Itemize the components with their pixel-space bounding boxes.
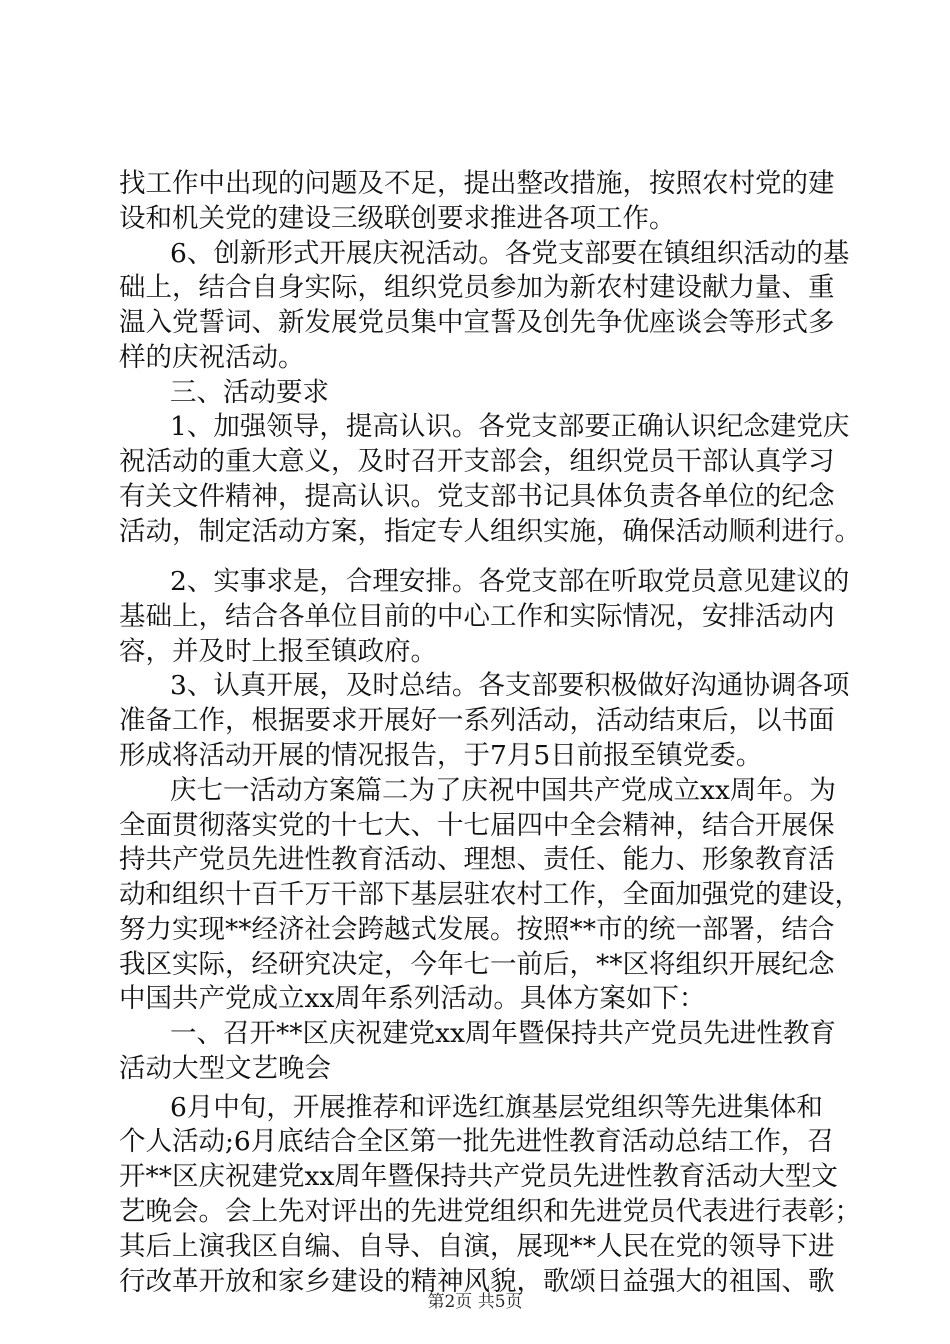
text-line: 活动，制定活动方案，指定专人组织实施，确保活动顺利进行。 (119, 516, 861, 547)
text-line: 3、认真开展，及时总结。各支部要积极做好沟通协调各项 (170, 670, 850, 701)
text-line: 6、创新形式开展庆祝活动。各党支部要在镇组织活动的基 (170, 238, 850, 269)
text-line: 其后上演我区自编、自导、自演，展现**人民在党的领导下进 (119, 1231, 835, 1262)
section-heading: 一、召开**区庆祝建党xx周年暨保持共产党员先进性教育 (170, 1018, 836, 1049)
text-line: 中国共产党成立xx周年系列活动。具体方案如下： (119, 983, 706, 1014)
text-line: 庆七一活动方案篇二为了庆祝中国共产党成立xx周年。为 (170, 775, 836, 806)
text-line: 础上，结合自身实际，组织党员参加为新农村建设献力量、重 (119, 272, 835, 303)
text-line: 努力实现**经济社会跨越式发展。按照**市的统一部署，结合 (119, 914, 835, 945)
text-line: 全面贯彻落实党的十七大、十七届四中全会精神，结合开展保 (119, 810, 835, 841)
text-line: 1、加强领导，提高认识。各党支部要正确认识纪念建党庆 (170, 411, 850, 442)
text-line: 2、实事求是，合理安排。各党支部在听取党员意见建议的 (170, 566, 850, 597)
text-line: 准备工作，根据要求开展好一系列活动，活动结束后，以书面 (119, 705, 835, 736)
text-line: 祝活动的重大意义，及时召开支部会，组织党员干部认真学习 (119, 446, 835, 477)
text-line: 温入党誓词、新发展党员集中宣誓及创先争优座谈会等形式多 (119, 307, 835, 338)
text-line: 有关文件精神，提高认识。党支部书记具体负责各单位的纪念 (119, 481, 835, 512)
text-line: 找工作中出现的问题及不足，提出整改措施，按照农村党的建 (119, 168, 835, 199)
text-line: 活动大型文艺晚会 (119, 1053, 331, 1084)
text-line: 形成将活动开展的情况报告，于7月5日前报至镇党委。 (119, 740, 763, 771)
text-line: 开**区庆祝建党xx周年暨保持共产党员先进性教育活动大型文 (119, 1161, 838, 1192)
section-heading: 三、活动要求 (170, 377, 329, 408)
text-line: 6月中旬，开展推荐和评选红旗基层党组织等先进集体和 (170, 1092, 823, 1123)
text-line: 我区实际，经研究决定，今年七一前后，**区将组织开展纪念 (119, 949, 835, 980)
page-footer: 第2页 共5页 (427, 1292, 523, 1312)
text-line: 样的庆祝活动。 (119, 342, 305, 373)
text-line: 容，并及时上报至镇政府。 (119, 636, 437, 667)
text-line: 艺晚会。会上先对评出的先进党组织和先进党员代表进行表彰； (119, 1196, 861, 1227)
text-line: 行改革开放和家乡建设的精神风貌，歌颂日益强大的祖国、歌 (119, 1266, 835, 1297)
text-line: 个人活动;6月底结合全区第一批先进性教育活动总结工作，召 (119, 1126, 834, 1157)
text-line: 动和组织十百千万干部下基层驻农村工作，全面加强党的建设， (119, 879, 861, 910)
text-line: 基础上，结合各单位目前的中心工作和实际情况，安排活动内 (119, 601, 835, 632)
text-line: 持共产党员先进性教育活动、理想、责任、能力、形象教育活 (119, 844, 835, 875)
text-line: 设和机关党的建设三级联创要求推进各项工作。 (119, 203, 676, 234)
